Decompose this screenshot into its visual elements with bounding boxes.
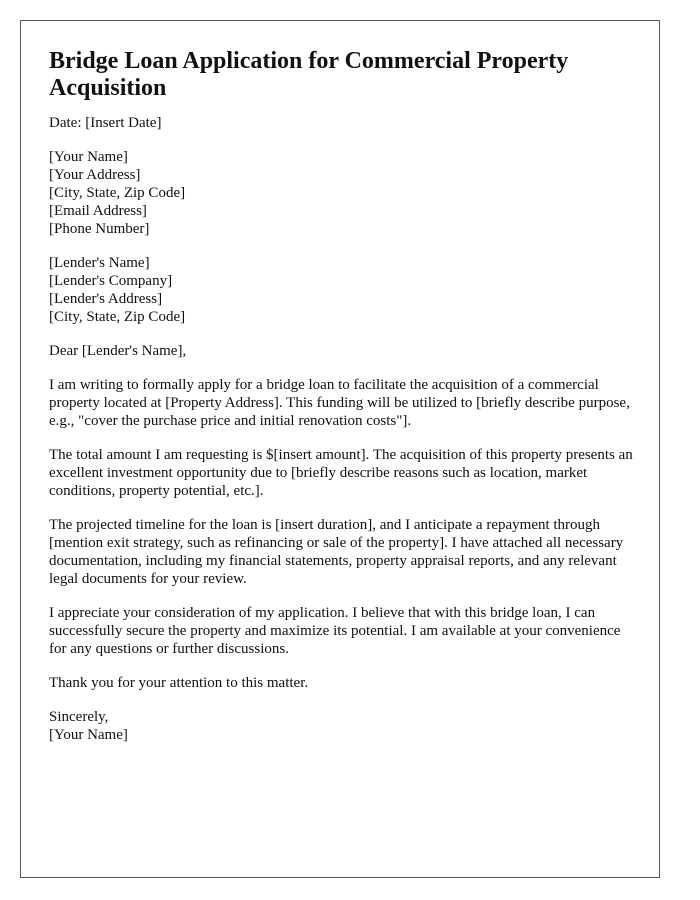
lender-address: [Lender's Address] [49,291,163,307]
body-paragraph-timeline: The projected timeline for the loan is [insert duration], and I anticipate a repayment through [mention exit strategy, such as refinancing or sale of the property]. I have attached all necessary documentation, including my financial statements, property appraisal reports, and any relevant legal documents for your review. [49,517,624,587]
closing: Sincerely, [49,709,109,725]
salutation: Dear [Lender's Name], [49,343,187,359]
sender-city-state-zip: [City, State, Zip Code] [49,185,186,201]
lender-company: [Lender's Company] [49,273,173,289]
sender-address-block [49,148,641,238]
lender-city-state-zip: [City, State, Zip Code] [49,309,186,325]
signature-block [49,708,641,744]
body-paragraph-purpose: I am writing to formally apply for a bridge loan to facilitate the acquisition of a commercial property located at [Property Address]. This funding will be utilized to [briefly describe purpose, e.g., "cover the purchase price and initial renovation costs"]. [49,377,630,429]
body-paragraph-amount: The total amount I am requesting is $[insert amount]. The acquisition of this property presents an excellent investment opportunity due to [briefly describe reasons such as location, market conditions, property potential, etc.]. [49,447,633,499]
body-paragraph-thanks: Thank you for your attention to this matter. [49,675,309,691]
signature-name: [Your Name] [49,727,128,743]
sender-phone: [Phone Number] [49,221,150,237]
date-line: Date: [Insert Date] [49,115,162,131]
sender-address: [Your Address] [49,167,141,183]
recipient-address-block [49,254,641,326]
letter-content [49,48,641,744]
sender-email: [Email Address] [49,203,147,219]
letter-page [20,20,660,878]
sender-name: [Your Name] [49,149,128,165]
body-paragraph-appreciation: I appreciate your consideration of my application. I believe that with this bridge loan, I can successfully secure the property and maximize its potential. I am available at your convenience for any questions or further discussions. [49,605,621,657]
document-title: Bridge Loan Application for Commercial Property Acquisition [49,48,569,101]
lender-name: [Lender's Name] [49,255,150,271]
